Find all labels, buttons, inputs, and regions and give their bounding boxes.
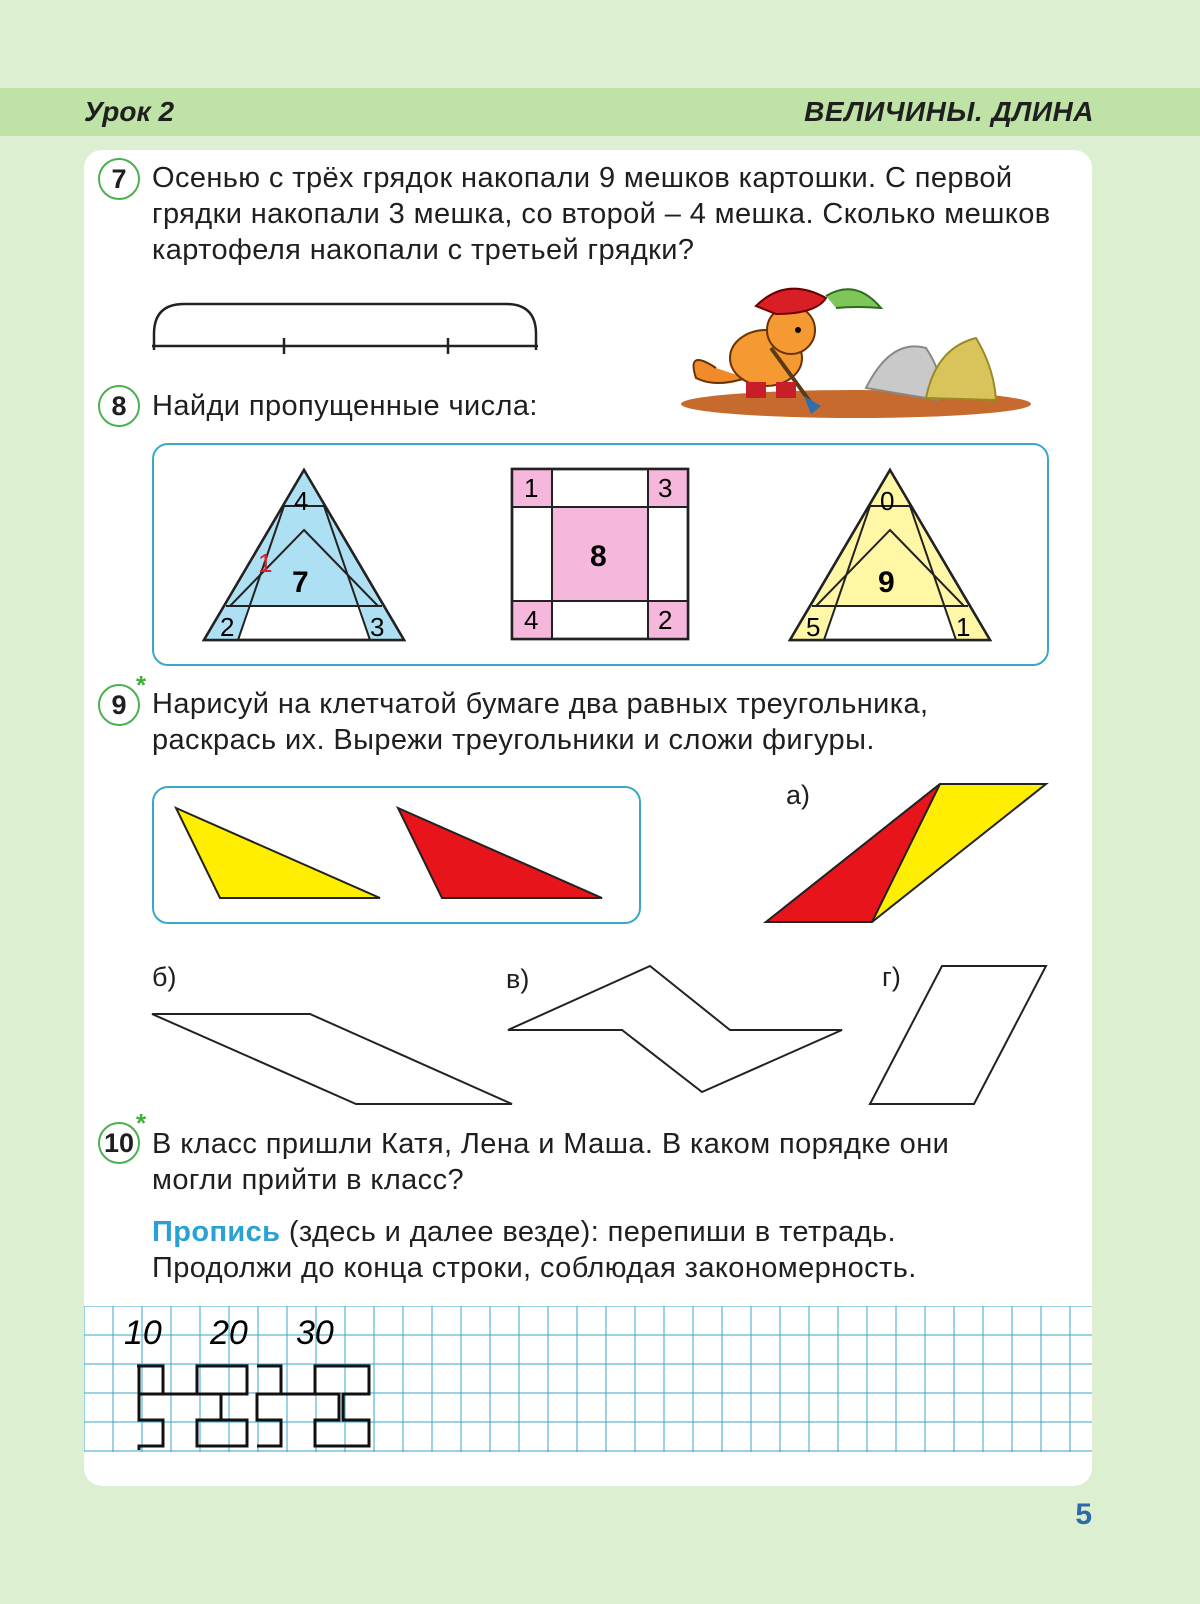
square-bottom-left: 4	[524, 605, 539, 635]
figure-g	[866, 962, 1052, 1110]
blue-triangle-left-hint: 1	[258, 548, 273, 578]
propis-line-1-rest: (здесь и далее везде): перепиши в тетрадь.	[280, 1216, 896, 1248]
task-10-line-1: В класс пришли Катя, Лена и Маша. В каком порядке они	[152, 1128, 950, 1160]
task-7-scheme	[148, 298, 548, 358]
cat-digging-illustration	[676, 278, 1036, 426]
figure-a	[760, 780, 1054, 928]
figure-b	[148, 1008, 518, 1110]
label-a: а)	[786, 780, 811, 810]
task-9-line-2: раскрась их. Вырежи треугольники и сложи фигуры.	[152, 724, 875, 756]
task-7-text	[152, 160, 1051, 268]
yellow-triangle-center: 9	[878, 566, 895, 599]
propis-text	[152, 1214, 917, 1286]
pink-number-square	[508, 465, 692, 643]
task-9-star: *	[136, 670, 147, 700]
blue-triangle-bottom-right: 3	[370, 612, 385, 642]
task-7-line-1: Осенью с трёх грядок накопали 9 мешков картошки. С первой	[152, 162, 1013, 194]
blue-triangle-center: 7	[292, 566, 309, 599]
task-10-line-2: могли прийти в класс?	[152, 1164, 465, 1196]
label-b: б)	[152, 962, 177, 992]
topic-title: ВЕЛИЧИНЫ. ДЛИНА	[804, 96, 1094, 127]
propis-number-2: 20	[210, 1314, 248, 1352]
task-10-text	[152, 1126, 949, 1198]
task-9-line-1: Нарисуй на клетчатой бумаге два равных треугольника,	[152, 688, 929, 720]
square-bottom-right: 2	[658, 605, 673, 635]
task-7-number: 7	[98, 158, 140, 200]
propis-number-3: 30	[296, 1314, 334, 1352]
propis-keyword: Пропись	[152, 1216, 281, 1248]
task-7-line-2: грядки накопали 3 мешка, со второй – 4 мешка. Сколько мешков	[152, 198, 1051, 230]
blue-number-triangle	[198, 462, 420, 646]
task-9-text	[152, 686, 929, 758]
propis-line-2: Продолжи до конца строки, соблюдая закономерность.	[152, 1252, 917, 1284]
yellow-triangle-top: 0	[880, 486, 895, 516]
task-9-number: 9	[98, 684, 140, 726]
figure-v	[504, 962, 848, 1098]
square-center: 8	[590, 540, 607, 573]
square-top-right: 3	[658, 473, 673, 503]
task-10-number: 10	[98, 1122, 140, 1164]
yellow-triangle-bottom-left: 5	[806, 612, 821, 642]
grid-paper	[84, 1306, 1092, 1452]
two-triangles	[160, 796, 630, 912]
page-number: 5	[1075, 1498, 1092, 1531]
blue-triangle-bottom-left: 2	[220, 612, 235, 642]
lesson-label: Урок 2	[84, 96, 175, 127]
yellow-number-triangle	[784, 462, 1006, 646]
task-7-line-3: картофеля накопали с третьей грядки?	[152, 234, 695, 266]
propis-number-1: 10	[124, 1314, 162, 1352]
task-10-star: *	[136, 1108, 147, 1138]
square-top-left: 1	[524, 473, 539, 503]
yellow-triangle-bottom-right: 1	[956, 612, 971, 642]
propis-line-1	[152, 1214, 917, 1250]
task-8-number: 8	[98, 385, 140, 427]
label-v: в)	[506, 964, 530, 994]
task-8-text: Найди пропущенные числа:	[152, 390, 538, 422]
blue-triangle-top: 4	[294, 486, 309, 516]
label-g: г)	[882, 962, 901, 992]
